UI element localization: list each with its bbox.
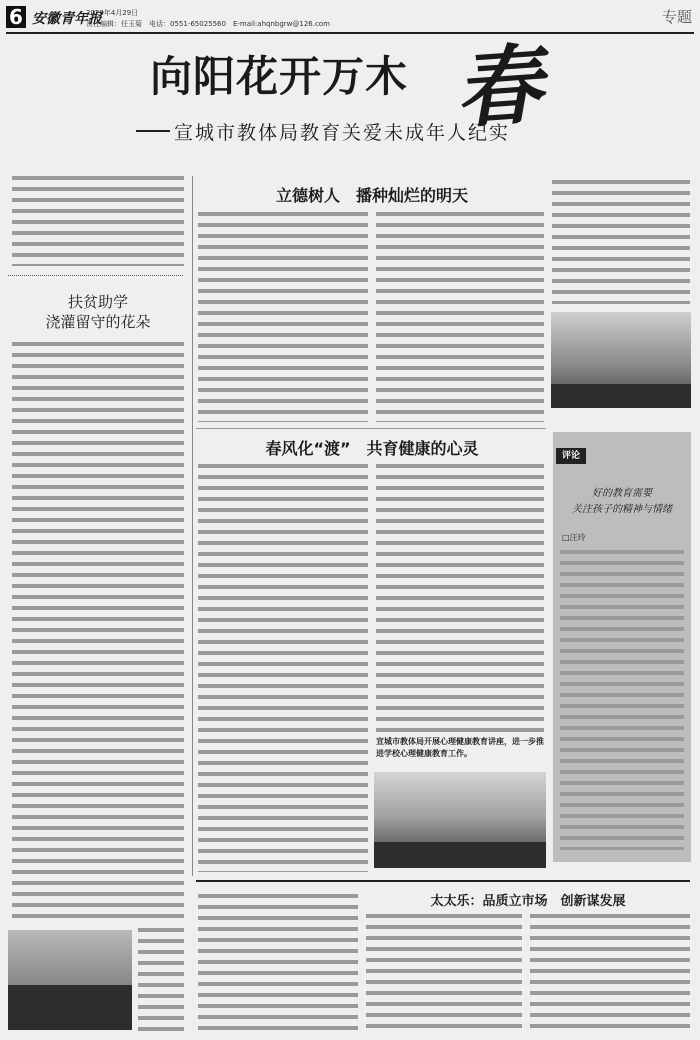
subtitle: 宣城市教体局教育关爱未成年人纪实 <box>174 122 511 144</box>
bottom-rule <box>196 880 690 882</box>
top-article-heading: 立德树人 播种灿烂的明天 <box>275 186 468 205</box>
mid-article-text-col1 <box>198 464 368 872</box>
students-photo <box>8 930 132 1030</box>
left-section-heading: 扶贫助学 浇灌留守的花朵 <box>45 293 151 331</box>
bottom-article-heading: 太太乐：品质立市场 创新谋发展 <box>430 894 626 909</box>
section-label: 专题 <box>661 8 692 26</box>
mid-divider <box>196 428 546 429</box>
column-rule <box>192 176 193 876</box>
commentary-tag: 评论 <box>556 448 586 464</box>
top-article-text-col2 <box>376 212 544 422</box>
editor-info: 责任编辑：任玉菊 电话：0551-65025560 E-mail:ahqnbgrw@126.com <box>86 20 330 28</box>
left-article-text <box>12 342 184 922</box>
commentary-title: 好的教育需要 关注孩子的精神与情绪 <box>572 488 672 515</box>
right-article-text <box>552 180 690 304</box>
bottom-article-text-col1 <box>198 894 358 1032</box>
meeting-photo <box>551 312 691 408</box>
page-number: 6 <box>6 6 26 28</box>
bottom-article-text-col3 <box>530 914 690 1032</box>
divider <box>8 275 183 277</box>
left-article-text-end <box>138 928 184 1032</box>
commentary-text <box>560 550 684 850</box>
top-article-text-col1 <box>198 212 368 422</box>
header-rule <box>6 32 694 34</box>
mid-article-heading: 春风化“渡” 共育健康的心灵 <box>265 439 479 458</box>
newspaper-name: 安徽青年报 <box>32 11 102 27</box>
mid-photo-caption: 宣城市教体局开展心理健康教育讲座，进一步推进学校心理健康教育工作。 <box>376 737 544 758</box>
mid-article-text-col2 <box>376 464 544 732</box>
lecture-photo <box>374 772 546 868</box>
intro-paragraph <box>12 176 184 266</box>
headline-big-character: 春 <box>452 34 545 141</box>
bottom-article-text-col2 <box>366 914 522 1032</box>
subtitle-dash <box>136 130 170 132</box>
headline: 向阳花开万木 <box>150 52 409 101</box>
issue-date: 2020年4月29日 <box>86 9 139 17</box>
commentary-author: □汪玲 <box>562 533 586 542</box>
